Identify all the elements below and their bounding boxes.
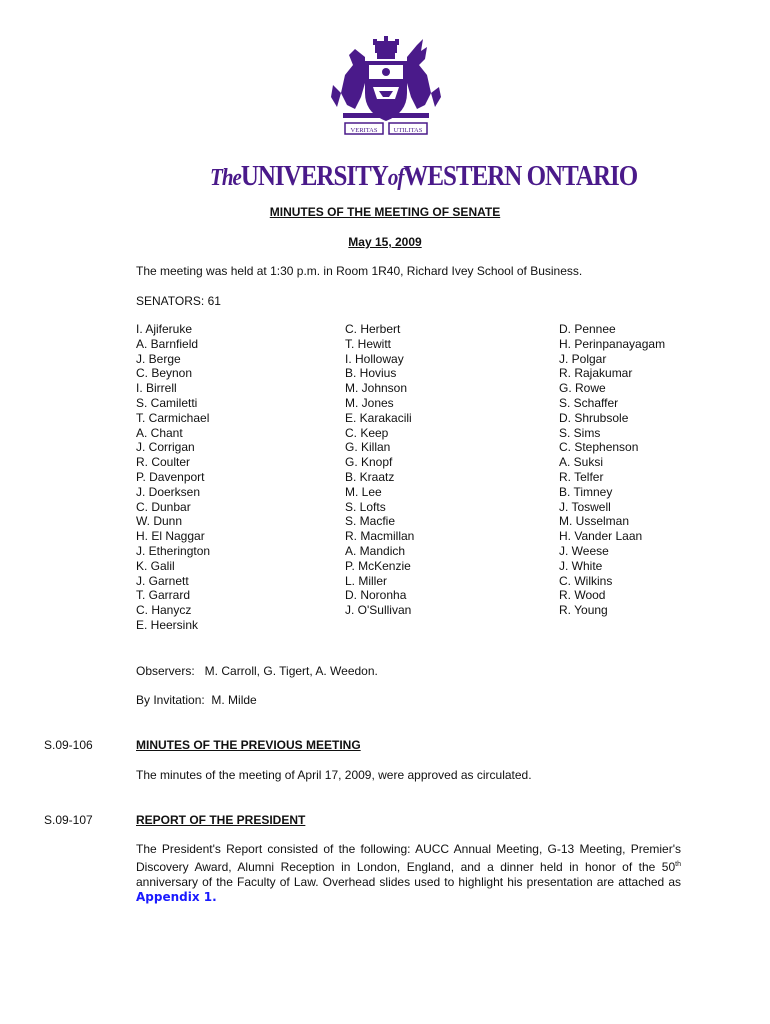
senator-name: D. Shrubsole: [559, 410, 629, 425]
senator-name: M. Jones: [345, 395, 394, 410]
senator-name: P. McKenzie: [345, 558, 411, 573]
senator-name: R. Rajakumar: [559, 366, 633, 381]
section-number: S.09-107: [44, 813, 93, 827]
senator-name: K. Galil: [136, 558, 175, 573]
senator-name: D. Pennee: [559, 322, 616, 336]
section-text: The minutes of the meeting of April 17, 2009, were approved as circulated.: [136, 768, 532, 782]
university-wordmark: [210, 161, 638, 193]
senator-name: M. Usselman: [559, 514, 630, 529]
document-title: MINUTES OF THE MEETING OF SENATE: [269, 205, 501, 219]
senator-name: J. Etherington: [136, 543, 211, 558]
invitation-text: By Invitation: M. Milde: [136, 693, 257, 707]
report-text-part2: anniversary of the Faculty of Law. Overhead slides used to highlight his presentation are attached as: [136, 875, 681, 889]
senator-name: J. Toswell: [559, 499, 611, 514]
senator-name: S. Camiletti: [136, 395, 198, 410]
senators-column-2: [345, 322, 414, 618]
senator-name: E. Karakacili: [345, 410, 412, 425]
motto-right: UTILITAS: [393, 127, 423, 134]
senator-name: G. Rowe: [559, 381, 606, 396]
senator-name: C. Hanycz: [136, 603, 192, 618]
wordmark-university: UNIVERSITY: [240, 161, 388, 193]
senator-name: C. Keep: [345, 425, 389, 440]
section-number: S.09-106: [44, 738, 93, 752]
senator-name: S. Lofts: [345, 499, 386, 514]
senator-name: G. Knopf: [345, 455, 393, 470]
senator-name: R. Telfer: [559, 469, 604, 484]
senator-name: W. Dunn: [136, 514, 183, 529]
wordmark-name: WESTERN ONTARIO: [403, 161, 638, 193]
senator-name: E. Heersink: [136, 617, 199, 632]
president-report-text: [136, 842, 681, 905]
section-heading: MINUTES OF THE PREVIOUS MEETING: [136, 738, 361, 752]
motto-left: VERITAS: [350, 127, 378, 134]
observers-text: Observers: M. Carroll, G. Tigert, A. Weedon.: [136, 664, 378, 678]
senator-name: A. Barnfield: [136, 336, 199, 351]
senator-name: C. Beynon: [136, 366, 193, 381]
report-text-end: .: [212, 890, 217, 904]
appendix-link[interactable]: Appendix 1: [136, 890, 213, 904]
senator-name: A. Chant: [136, 425, 183, 440]
location-text: The meeting was held at 1:30 p.m. in Room 1R40, Richard Ivey School of Business.: [136, 264, 583, 278]
senator-name: A. Mandich: [345, 543, 406, 558]
senator-name: T. Hewitt: [345, 336, 392, 351]
senator-name: H. El Naggar: [136, 529, 205, 544]
coat-of-arms-icon: [327, 35, 445, 140]
senator-name: R. Young: [559, 603, 608, 618]
section-heading: REPORT OF THE PRESIDENT: [136, 813, 306, 827]
senators-label: SENATORS: 61: [136, 294, 221, 308]
senator-name: S. Macfie: [345, 514, 396, 529]
senator-name: P. Davenport: [136, 469, 205, 484]
senator-name: J. O'Sullivan: [345, 603, 412, 618]
wordmark-the: The: [210, 163, 241, 191]
senator-name: B. Hovius: [345, 366, 397, 381]
senators-column-3: [559, 322, 665, 618]
senator-name: S. Schaffer: [559, 395, 619, 410]
senator-name: J. Garnett: [136, 573, 189, 588]
senator-name: I. Ajiferuke: [136, 322, 193, 336]
senator-name: R. Wood: [559, 588, 606, 603]
senators-column-1: [136, 322, 210, 633]
university-crest: [327, 35, 445, 140]
senator-name: I. Holloway: [345, 351, 404, 366]
senator-name: G. Killan: [345, 440, 391, 455]
senator-name: J. Berge: [136, 351, 181, 366]
senator-name: J. Doerksen: [136, 484, 201, 499]
senator-name: J. Weese: [559, 543, 609, 558]
senator-name: J. Corrigan: [136, 440, 195, 455]
senator-name: C. Wilkins: [559, 573, 613, 588]
senator-name: R. Macmillan: [345, 529, 415, 544]
report-text-part1: The President's Report consisted of the following: AUCC Annual Meeting, G-13 Meeting, Premier's Discovery Award, Alumni Reception in London, England, and a dinner held in honor of the 50: [136, 842, 681, 874]
senator-name: A. Suksi: [559, 455, 604, 470]
senator-name: M. Johnson: [345, 381, 408, 396]
ordinal-suffix: th: [675, 861, 681, 868]
senator-name: T. Carmichael: [136, 410, 210, 425]
senator-name: C. Stephenson: [559, 440, 639, 455]
senator-name: J. White: [559, 558, 603, 573]
senator-name: M. Lee: [345, 484, 382, 499]
senator-name: L. Miller: [345, 573, 388, 588]
senator-name: J. Polgar: [559, 351, 607, 366]
senator-name: S. Sims: [559, 425, 601, 440]
senator-name: C. Dunbar: [136, 499, 191, 514]
senator-name: H. Vander Laan: [559, 529, 643, 544]
senator-name: D. Noronha: [345, 588, 407, 603]
senator-name: R. Coulter: [136, 455, 191, 470]
meeting-date: May 15, 2009: [348, 235, 422, 249]
senator-name: T. Garrard: [136, 588, 191, 603]
senator-name: B. Timney: [559, 484, 613, 499]
senator-name: B. Kraatz: [345, 469, 395, 484]
senator-name: I. Birrell: [136, 381, 177, 396]
wordmark-of: of: [387, 163, 404, 191]
senator-name: H. Perinpanayagam: [559, 336, 666, 351]
senator-name: C. Herbert: [345, 322, 401, 336]
